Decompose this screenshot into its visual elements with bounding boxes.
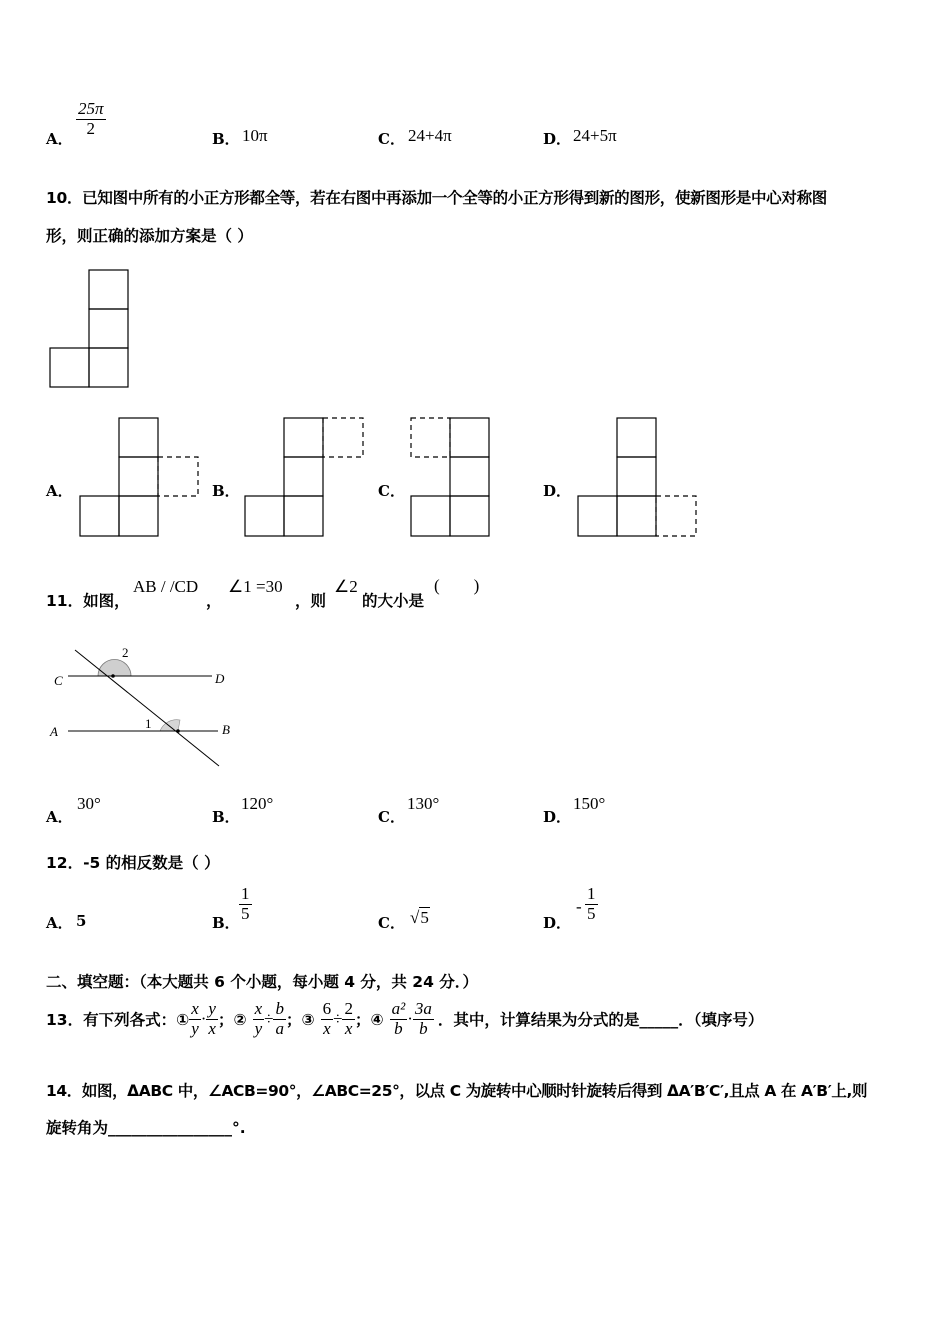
q10-main-square-bottom [89,348,128,387]
sqrt-icon: √ [410,908,420,927]
q11-label-b: B [222,722,230,737]
q12-option-a-value: 5 [76,912,87,930]
q11-label-a: A [50,724,58,739]
q11-option-a-label: A． [46,808,73,826]
q10-option-b-label: B． [212,482,240,500]
q11-stem-suffix: 的大小是 [362,592,425,610]
q14-stem-line1: 14．如图，ΔABC 中，∠ACB=90°，∠ABC=25°，以点 C 为旋转中心顺时针旋转后得到 ΔA′B′C′,且点 A 在 A′B′上,则 [46,1082,868,1100]
q9-a-denominator: 2 [86,118,96,138]
q12-d-sign: - [576,897,582,916]
q13-line [46,994,763,1044]
q11-option-b-value: 120° [241,794,274,813]
q12-stem: 12．-5 的相反数是（ ） [46,854,220,872]
q10-main-square-left [50,348,89,387]
q9-option-c-label: C． [378,130,405,148]
q10-stem-line1: 10．已知图中所有的小正方形都全等，若在右图中再添加一个全等的小正方形得到新的图形，使新图形是中心对称图 [46,189,827,207]
q13-prefix: 13．有下列各式：① [46,1011,190,1029]
q10-main-square-top [89,270,128,309]
q11-stem-then: ，则 [295,592,327,610]
q12-b-numerator: 1 [241,884,250,903]
q12-option-d-label: D． [543,914,572,932]
q11-figure [68,650,219,766]
q10-stem-line2: 形，则正确的添加方案是（ ） [46,227,253,245]
q10-option-d-label: D． [543,482,572,500]
q11-condition-angle1: ∠1 =30 [228,577,283,596]
q10-option-c-figure [411,418,489,536]
q11-angle2-symbol: ∠2 [334,577,358,596]
q13-e4-frac2: $\frac{3a}{b}$ [414,998,432,1038]
q12-option-d-value [585,885,598,923]
q14-stem-line2: 旋转角为________________°. [46,1119,246,1137]
q11-label-d: D [215,671,225,686]
q11-stem-prefix: 11．如图， [46,592,130,610]
q11-option-c-value: 130° [407,794,440,813]
q12-d-numerator: 1 [587,884,596,903]
q12-b-denominator: 5 [241,903,250,923]
q9-option-a-label: A． [46,130,73,148]
q9-a-numerator: 25π [78,99,104,118]
q13-sep1: ；② [217,1011,247,1029]
q13-e4-op: · [407,1009,413,1028]
q12-option-c-value [410,908,430,928]
q12-c-radicand: 5 [420,908,429,927]
q13-e2-frac2: $\frac{b}{a}$ [275,998,284,1038]
q11-label-angle1: 1 [145,716,152,731]
q13-sep3: ；④ [354,1011,384,1029]
q10-option-b-figure [245,418,363,536]
q12-option-b-label: B． [212,914,240,932]
q10-option-a-figure [80,418,198,536]
q11-option-d-label: D． [543,808,572,826]
q13-e1-op: · [200,1009,207,1028]
q11-point-upper [111,674,115,678]
q9-option-b-label: B． [212,130,240,148]
q12-option-b-value [239,885,252,923]
section2-title: 二、填空题：（本大题共 6 个小题，每小题 4 分，共 24 分．） [46,973,479,991]
q9-option-d-value: 24+5π [573,126,617,145]
q12-option-a-label: A． [46,914,73,932]
q11-label-c: C [54,673,63,688]
q9-option-d-label: D． [543,130,572,148]
q11-answer-paren: ( ) [434,576,480,595]
q11-angle2-arc [98,660,131,676]
q9-option-c-value: 24+4π [408,126,452,145]
q13-e1-frac2: $\frac{y}{x}$ [208,998,216,1038]
q13-e1-frac1: $\frac{x}{y}$ [191,998,199,1038]
q13-e2-op: ÷ [264,1009,274,1028]
q10-main-square-middle [89,309,128,348]
q11-point-lower [176,729,180,733]
q11-option-c-label: C． [378,808,405,826]
q13-sep2: ；③ [285,1011,315,1029]
q13-e3-frac1: $\frac{6}{x}$ [322,998,332,1038]
q13-e2-frac1: $\frac{x}{y}$ [254,998,263,1038]
q12-option-c-label: C． [378,914,405,932]
q9-option-b-value: 10π [242,126,268,145]
q11-option-a-value: 30° [77,794,101,813]
q13-e3-op: ÷ [333,1009,343,1028]
q10-option-c-label: C． [378,482,405,500]
q11-condition-parallel: AB / /CD [133,577,199,596]
q13-e3-frac2: $\frac{2}{x}$ [344,998,353,1038]
q11-option-d-value: 150° [573,794,606,813]
q13-suffix: ．其中，计算结果为分式的是_____．（填序号） [437,1011,764,1029]
q13-e4-frac1: $\frac{\text{a²}}{b}$ [391,998,406,1038]
q10-option-a-label: A． [46,482,73,500]
q11-stem-comma: ， [206,592,222,610]
q11-transversal [75,650,219,766]
q10-option-d-figure [578,418,696,536]
q11-label-angle2: 2 [122,645,129,660]
q12-d-denominator: 5 [587,903,596,923]
q11-option-b-label: B． [212,808,240,826]
